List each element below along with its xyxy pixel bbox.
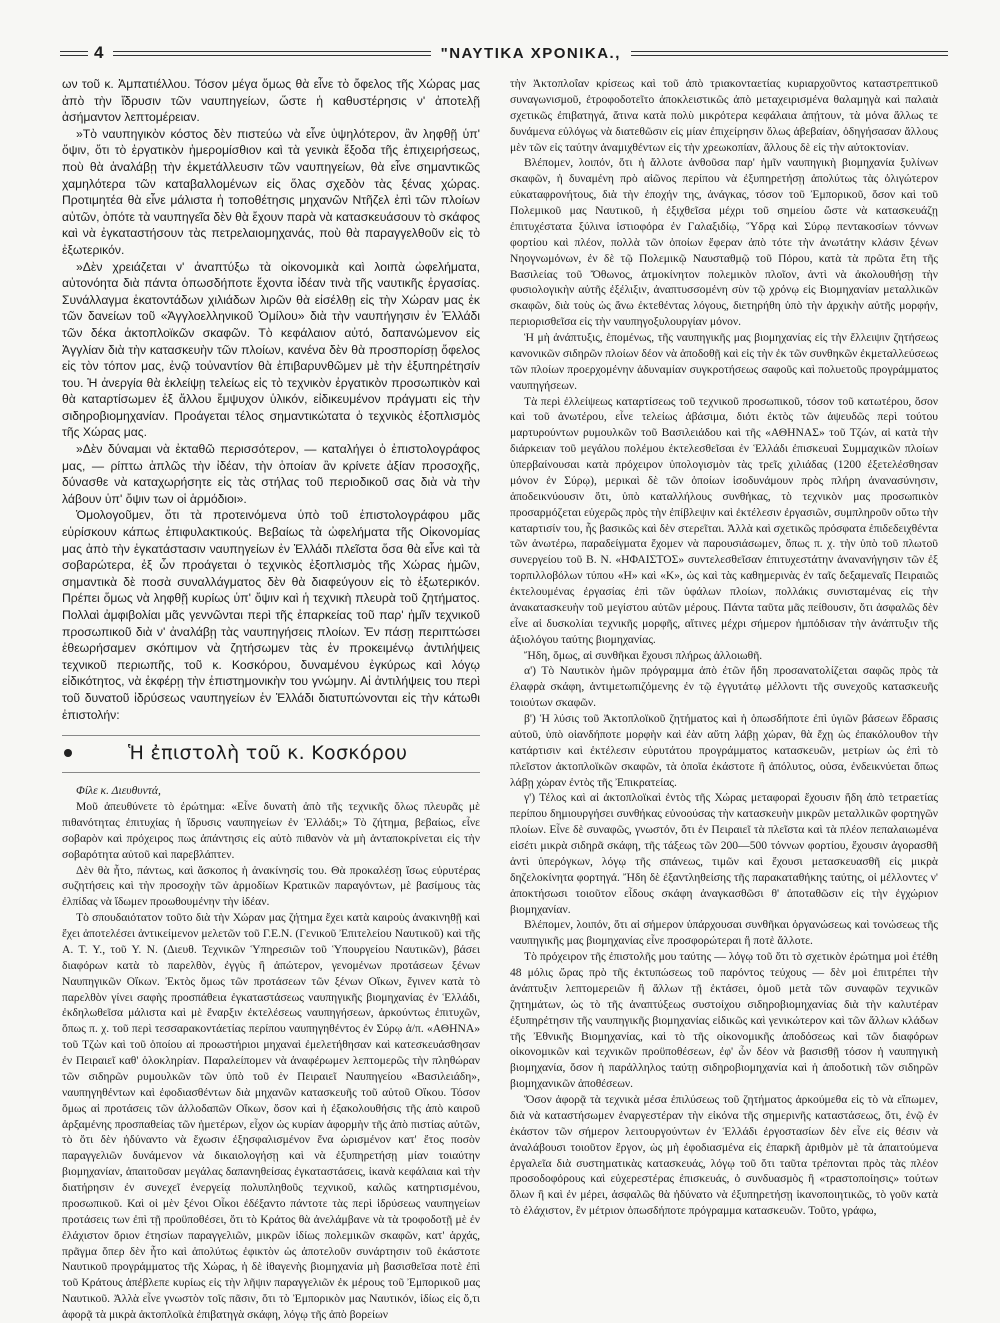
paragraph: Τὰ περὶ ἐλλείψεως καταρτίσεως τοῦ τεχνικοῦ προσωπικοῦ, τόσον τοῦ κατωτέρου, ὅσον καὶ τοῦ ἀνωτέρου, εἶνε τελείως ἀβάσιμα, διότι ἐκτὸς τῶν ἀψευδῶς περὶ τούτου μαρτυρούντων ρυμουλκῶν τοῦ Βασιλειάδου καὶ τῆς «ΑΘΗΝΑΣ» τοῦ Τζών, αἱ κατὰ τὴν διάρκειαν τοῦ μεγάλου πολέμου ἐκτελεσθεῖσαι ἐν Ἑλλάδι ἐπισκευαὶ Συμμαχικῶν πλοίων ὑπερβαίνουσαι κατὰ πρόχειρον ὑπολογισμὸν τὰς τρεῖς χιλιάδας (1200 ἐξετελέσθησαν μόνον ἐν Σύρῳ), μερικαὶ δὲ τῶν ὁποίων ἰσοδυνάμουν πρὸς πλήρη ἀνανασύνησιν, ἀποδεικνύουσιν ὅτι, ὑπὸ καταλλήλους συνθήκας, τὸ τεχνικὸν μας προσωπικὸν προσαρμόζεται εὐχερῶς πρὸς τὴν ἐπίβλεψιν καὶ ἐκτέλεσιν ἐργασιῶν, συμπληροῦν οὕτω τὴν καταρτισίν του, ἧς βασικῶς καὶ δὲν στερεῖται. Ἀλλὰ καὶ σχετικῶς πρόσφατα ἐπιδεδειχθέντα τῶν ἀνωτέρω, παραδείγματα ἔχομεν νὰ παρουσιάσωμεν, ὅπως π. χ. τὴν ὑπὸ τοῦ πλωτοῦ συνεργείου τοῦ Β. Ν. «ΗΦΑΙΣΤΟΣ» συντελεσθεῖσαν ἐπιτυχεστάτην ἀνανανήγησιν τῶν ἐξ τορπιλλοβόλων τύπου «Η» καὶ «Κ», ὡς καὶ τὰς καθημερινὰς ἐν ταῖς δεξαμεναῖς Πειραιῶς ἐκτελουμένας ἐργασίας ἐπὶ τῶν ὑφάλων πλοίων, πολλάκις συνισταμένας εἰς τὴν ἀνακατασκευὴν τοῦ μεγίστου αὐτῶν μέρους. Πάντα ταῦτα μᾶς πείθουσιν, ὅτι ἀσφαλῶς δὲν εἶνε αἱ δυσκολίαι τεχνικῆς μορφῆς, αἵτινες μέχρι σήμερον ἠμπόδισαν τὴν ἀνάπτυξιν τῆς ἀξιολόγου ταύτης βιομηχανίας. xyxy=(510,394,938,646)
right-column xyxy=(510,76,938,1273)
paragraph: »Δὲν χρειάζεται ν' ἀναπτύξω τὰ οἰκονομικὰ καὶ λοιπὰ ὠφελήματα, αὐτονόητα διὰ πάντα ὁπωσδήποτε ἔχοντα ἰδέαν τινὰ τῆς ναυτικῆς ἐργασίας. Συνάλλαγμα ἑκατοντάδων χιλιάδων λιρῶν θὰ εἰσέλθῃ εἰς τὴν Χώραν μας ἐκ τῶν δανείων τοῦ «Ἀγγλοελληνικοῦ Ὁμίλου» διὰ τὴν ναυπήγησιν ἐν Ἑλλάδι τῶν δέκα ἀκτοπλοϊκῶν σκαφῶν. Τὸ κεφάλαιον αὐτό, δαπανώμενον εἰς Ἀγγλίαν διὰ τὴν κατασκευὴν τῶν πλοίων, κανένα δὲν θὰ προσπορίσῃ ὄφελος εἰς τὸν τόπον μας, ἐνῷ τοὐναντίον θὰ ἐπιβαρυνθῶμεν μὲ τὴν ἐξυπηρέτησίν του. Ἡ ἀνεργία θὰ ἐκλείψῃ τελείως εἰς τὸ τεχνικὸν ἐργατικὸν προσωπικὸν καὶ θὰ καταρτίσωμεν ἐξ ἄλλου ἔμψυχον ὑλικόν, εἰδικευμένον πράγματι εἰς τὴν σιδηροβιομηχανίαν. Προάγεται τέλος σημαντικώτατα ὁ τεχνικὸς ἐξοπλισμὸς τῆς Χώρας μας. xyxy=(62,259,480,440)
header-rule-left xyxy=(60,51,88,56)
paragraph: Τὸ πρόχειρον τῆς ἐπιστολῆς μου ταύτης — λόγῳ τοῦ ὅτι τὸ σχετικὸν ἐρώτημα μοὶ ἐτέθη 48 μόλις ὥρας πρὸ τῆς ἐκτυπώσεως τοῦ παρόντος τεύχους — δὲν μοὶ ἐπιτρέπει τὴν ἀνάπτυξιν λεπτομερειῶν ἢ ἄλλων τῇ ἐκτάσει, ὁμοῦ μετὰ τῶν συναφῶν τεχνικῶν ζητημάτων, ὡς τὸ τῆς ἀναπτύξεως συστοίχου σιδηροβιομηχανίας διὰ τὴν καλυτέραν ἐξυπηρέτησιν τῆς ναυπηγικῆς βιομηχανίας εἰδικῶς καὶ γενικώτερον καὶ τῶν ἄλλων κλάδων τῆς Ἐθνικῆς Βιομηχανίας, καὶ τὸ τῆς οἰκονομικῆς ἀποδόσεως καὶ τῶν διαφόρων οἰκονομικῶν καὶ τεχνικῶν προϋποθέσεων, ἐφ' ὧν δέον νὰ βασισθῇ τόσον ἡ ναυπηγικὴ βιομηχανία, ὅσον ἡ παράλληλος ταύτῃ σιδηροβιομηχανία καὶ ἡ ἀποδοτικὴ τῶν σιδηρῶν βιομηχανικῶν ἀποθέσεων. xyxy=(510,950,938,1091)
letter-heading: Ἡ ἐπιστολὴ τοῦ κ. Κοσκόρου xyxy=(128,742,408,765)
left-column xyxy=(62,76,480,1322)
paragraph: Βλέπομεν, λοιπόν, ὅτι αἱ σήμερον ὑπάρχουσαι συνθῆκαι ὀργανώσεως καὶ τονώσεως τῆς ναυπηγικῆς μας βιομηχανίας εἶνε προσφορώτεραι ἢ ποτὲ ἄλλοτε. xyxy=(510,918,938,948)
letter-heading-box xyxy=(62,735,480,773)
paragraph: »Τὸ ναυπηγικὸν κόστος δὲν πιστεύω νὰ εἶνε ὑψηλότερον, ἂν ληφθῇ ὑπ' ὄψιν, ὅτι τὸ ἐργατικὸν ἡμερομίσθιον καὶ τὰ γενικὰ ἔξοδα τῆς ἐπιχειρήσεως, ποὺ θὰ ἀναλάβῃ τὴν ἐκμετάλλευσιν τῶν ναυπηγείων, θὰ εἶνε σημαντικῶς χαμηλότερα τῶν καταβαλλομένων εἰς ὅλας σχεδὸν τὰς ξένας χώρας. Προτιμητέα θὰ εἶνε μάλιστα ἡ τοποθέτησις μηχανῶν Ντῆζελ ἐπὶ τῶν πλοίων αὐτῶν, ὁπότε τὰ ναυπηγεῖα δὲν θὰ ἔχουν παρὰ νὰ κατασκευάσουν τὸ σκάφος καὶ νὰ ἐγκαταστήσουν τὰς πετρελαιομηχανάς, ποὺ θὰ παραγγελθοῦν εἰς τὸ ἐξωτερικόν. xyxy=(62,126,480,257)
paragraph: Ἤδη, ὅμως, αἱ συνθῆκαι ἔχουσι πλήρως ἀλλοιωθῆ. xyxy=(524,648,763,662)
paragraph: Μοῦ ἀπευθύνετε τὸ ἐρώτημα: «Εἶνε δυνατὴ ἀπὸ τῆς τεχνικῆς ὅλως πλευρᾶς μὲ πιθανότητας ἐπιτυχίας ἡ ἵδρυσις ναυπηγείων ἐν Ἑλλάδι;» Τὸ ζήτημα, βεβαίως, εἶνε σοβαρὸν καὶ πρόχειρος πως ἀπάντησις εἰς αὐτὸ πιθανὸν νὰ μὴ ἀνταποκρίνεται εἰς τὴν σοβαρότητα αὐτοῦ καὶ παρεβλάπτεν. xyxy=(62,800,480,861)
paragraph: Ὅσον ἀφορᾷ τὰ τεχνικὰ μέσα ἐπιλύσεως τοῦ ζητήματος ἀρκούμεθα εἰς τὸ νὰ εἴπωμεν, διὰ νὰ καταστήσωμεν ἐναργεστέραν τὴν εἰκόνα τῆς σημερινῆς καταστάσεως, ὅτι, ἐνῷ ἐν ἑκάστον τῶν σήμερον λειτουργούντων ἐν Ἑλλάδι ἐργοστασίων δὲν εἶνε εἰς θέσιν νὰ ἀναλάβουσι τοιοῦτον ἔργον, ὡς μὴ ἐφοδιασμένα εἰς ἐπαρκῆ ἀριθμὸν μὲ τὰ ἀπαιτούμενα ἐργαλεῖα διὰ συστηματικὰς κατασκευάς, λόγῳ τοῦ ὅτι ταῦτα τρέπονται πρὸς τὰς πλέον προσοδοφόρους καὶ εὐχερεστέρας ἐπισκευάς, ὁ συνδυασμὸς ἢ «τραστοποίησις» τούτων ὅλων ἢ καὶ ἐν μέρει, ἀσφαλῶς θὰ ἠδύνατο νὰ ἐξυπηρετήσῃ ἱκανοποιητικῶς, τὸ γοῦν κατὰ τὸ ἐλάχιστον, ἓν μέτριον ὁπωσδήποτε πρόγραμμα κατασκευῶν. Τοῦτο, γράφω, xyxy=(510,1093,938,1218)
paragraph: ων τοῦ κ. Ἀμπατιέλλου. Τόσον μέγα ὅμως θὰ εἶνε τὸ ὄφελος τῆς Χώρας μας ἀπὸ τὴν ἵδρυσιν τῶν ναυπηγείων, ὥστε ἡ καθυστέρησις ν' ἀποτελῇ ἀσήμαντον λεπτομέρειαν. xyxy=(62,77,480,125)
journal-title: "ΝΑΥΤΙΚΑ ΧΡΟΝΙΚΑ., xyxy=(440,44,621,62)
paragraph: Ἡ μὴ ἀνάπτυξις, ἑπομένως, τῆς ναυπηγικῆς μας βιομηχανίας εἰς τὴν ἔλλειψιν ζητήσεως κανονικῶν σιδηρῶν πλοίων δέον νὰ ἀποδοθῇ καὶ εἰς τὴν ἐκ τῶν συνθηκῶν ἐκμεταλλεύσεως τῶν πλοίων προερχομένην ἀδυναμίαν συγκροτήσεως σαφοῦς καὶ πολυετοῦς προγράμματος ναυπηγήσεων. xyxy=(510,331,938,392)
header-rule-middle xyxy=(113,51,430,56)
paragraph: β') Ἡ λύσις τοῦ Ἀκτοπλοϊκοῦ ζητήματος καὶ ἡ ὁπωσδήποτε ἐπὶ ὑγιῶν βάσεων ἕδρασις αὐτοῦ, ὑπὸ οἱανδήποτε μορφὴν καὶ ἐὰν αὕτη λάβῃ χώραν, θὰ ἔχῃ ὡς ἐπακόλουθον τὴν κατάρτισιν καὶ ἐκτέλεσιν εὐρυτάτου προγράμματος κατασκευῶν, μετρίων ὡς ἐπὶ τὸ πλεῖστον ἀκτοπλοϊκῶν σκαφῶν, τὰ ὁποῖα ἐκάστοτε ἢ ἀπόλυτος, οὐσα, ἐνδεικνύεται ὅπως λάβῃ χώραν ἐντὸς τῆς Ἐπικρατείας. xyxy=(510,712,938,789)
header-rule-right xyxy=(631,51,948,56)
page-header xyxy=(60,40,948,66)
paragraph: »Δὲν δύναμαι νὰ ἐκταθῶ περισσότερον, — καταλήγει ὁ ἐπιστολογράφος μας, — ρίπτω ἁπλῶς τὴν ἰδέαν, τὴν ὁποίαν ἂν κρίνετε ἀξίαν προσοχῆς, δύνασθε νὰ καταχωρήσητε εἰς τὰς στήλας τοῦ περιοδικοῦ σας διὰ νὰ τὴν λάβουν ὑπ' ὄψιν των οἱ ἁρμόδιοι». xyxy=(62,442,480,506)
letter-text xyxy=(62,783,480,1323)
paragraph: Δὲν θὰ ἦτο, πάντως, καὶ ἄσκοπος ἡ ἀνακίνησίς του. Θὰ προκαλέσῃ ἴσως εὐρυτέρας συζητήσεις καὶ τὴν προσοχὴν τῶν ἁρμοδίων Κρατικῶν παραγόντων, μὲ βασίμους τὰς ἐλπίδας νὰ ἴδωμεν προωθουμένην τὴν ἰδέαν. xyxy=(62,863,480,909)
editorial-text xyxy=(62,76,480,723)
paragraph: γ') Τέλος καὶ αἱ ἀκτοπλοϊκαὶ ἐντὸς τῆς Χώρας μεταφοραὶ ἔχουσιν ἤδη ἀπὸ τετραετίας περίπου δημιουργήσει συνθήκας εὐνοούσας τὴν κατασκευὴν μικρῶν μεταλλικῶν φορτηγῶν πλοίων. Εἶνε δὲ συναφῶς, γνωστόν, ὅτι ἐν Πειραιεῖ τὰ πλεῖστα καὶ τὰ πλέον πεπαλαιωμένα εἰσέτι μικρὰ σιδηρᾶ σκάφη, τῆς τάξεως τῶν 200—500 τόννων φορτίου, ἔχουσιν ἀγορασθῆ ἀντὶ ὑπερόγκων, λόγῳ τῆς σπάνεως, τιμῶν καὶ ἔχουσι μετασκευασθῆ εἰς μικρὰ δηζελοκίνητα φορτηγά. Ἤδη δὲ ἐξαντληθείσης τῆς παρακαταθήκης ταύτης, οἱ μέλλοντες ν' ἀποκτήσωσι τοιοῦτον εἶδους σκάφη ἀναγκασθῶσι θ' ἀποταθῶσιν εἰς τὴν ἐγχώριον βιομηχανίαν. xyxy=(510,791,938,916)
letter-salutation: Φίλε κ. Διευθυντά, xyxy=(76,784,161,798)
paragraph: α') Τὸ Ναυτικὸν ἡμῶν πρόγραμμα ἀπὸ ἐτῶν ἤδη προσανατολίζεται σαφῶς πρὸς τὰ ἐλαφρὰ σκάφη, ἀντιμετωπιζόμενης ἐν τῷ ἐγγυτάτῳ μέλλοντι τῆς συνεχοῦς κατασκευῆς τοιούτων σκαφῶν. xyxy=(510,664,938,710)
page-number: 4 xyxy=(94,43,104,62)
paragraph: Τὸ σπουδαιότατον τοῦτο διὰ τὴν Χώραν μας ζήτημα ἔχει κατὰ καιροὺς ἀνακινηθῇ καὶ ἔχει ἀποτελέσει ἀντικείμενον μελετῶν τοῦ Γ.Ε.Ν. (Γενικοῦ Ἐπιτελείου Ναυτικοῦ) καὶ τῆς Α. Τ. Υ., τοῦ Υ. Ν. (Διευθ. Τεχνικῶν Ὑπηρεσιῶν τοῦ Ὑπουργείου Ναυτικῶν), βάσει διαφόρων κατὰ τὸ παρελθὸν, ἐγγὺς ἢ ἀπώτερον, γενομένων προτάσεων ξένων Ναυπηγικῶν Οἴκων. Ἐκτὸς ὅμως τῶν προτάσεων τῶν ξένων Οἴκων, ἔγινεν κατὰ τὸ παρελθὸν γίνει σαφὴς προσπάθεια ἐγκαταστάσεως ναυπηγικῆς βιομηχανίας ἐν Ἑλλάδι, ἐκδηλωθεῖσα μάλιστα καὶ μὲ ἔναρξιν ἐκτελέσεως ναυπηγήσεων, ἀρκούντως ἐπιτυχῶν, ὅπως π. χ. τοῦ περὶ τεσσαρακοντάετίας περίπου ναυπηγηθέντος ἐν Σύρῳ ἀ/π. «ΑΘΗΝΑ» τοῦ Τζὼν καὶ τοῦ ὁποίου αἱ προωστήριοι μηχαναὶ ἐμελετήθησαν καὶ κατεσκευάσθησαν ἐν Πειραιεῖ καθ' ὁλοκληρίαν. Παραλείπομεν νὰ ἀναφέρωμεν λεπτομερῶς τὴν πληθώραν τῶν σιδηρῶν ρυμουλκῶν τῶν ὑπὸ τοῦ ἐν Πειραιεῖ Ναυπηγείου «Βασιλειάδη», ναυπηγηθέντων καὶ ἐφοδιασθέντων διὰ μηχανῶν κατασκευῆς τοῦ αὐτοῦ Οἴκου. Τόσον ὅμως αἱ προτάσεις τῶν ἀλλοδαπῶν Οἴκων, ὅσον καὶ ἡ ἐξακολουθήσις τῆς ἀπὸ καιροῦ ἀρξαμένης προσπαθείας τῶν ἡμετέρων, εἶχον ὡς κυρίαν ἀφορμὴν τῆς ἀπὸ πιστίας αὐτῶν, τὸ ὅτι δὲν ἠδύναντο νὰ ἔχωσιν ἐξησφαλισμένον ἕνα ὡρισμένον κατ' ἔτος ποσὸν παραγγελιῶν δυνάμενον νὰ δικαιολογήσῃ καὶ νὰ ἐξυπηρετήσῃ μίαν τοιαύτην βιομηχανίαν, ἀπαιτοῦσαν μεγάλας δαπανηθείσας ἐγκαταστάσεις, ἱκανὰ κεφάλαια καὶ τὴν διατήρησιν ἐν συνεχεῖ ἐνεργείᾳ πολυπληθοῦς τεχνικοῦ, καλῶς κατηρτισμένου, προσωπικοῦ. Καὶ οἱ μὲν ξένοι Οἶκοι ἐδέξαντο πάντοτε τὰς περὶ ἱδρύσεως ναυπηγείων προτάσεις των ἐπὶ τῇ προϋποθέσει, ὅτι τὸ Κράτος θὰ ἀνελάμβανε νὰ τὰ τροφοδοτῇ μὲ ἐν ἐλάχιστον ὅριον ἐτησίων παραγγελιῶν, μικρῶν ἰδίως πολεμικῶν σκαφῶν, κατ' ἀρχάς, πρᾶγμα ὅπερ δὲν ἦτο καὶ ἀπολύτως ἐφικτὸν ὡς ἀποτελοῦν συνάρτησιν τοῦ ἐκάστοτε Ναυτικοῦ προγράμματος τῆς Χώρας, ἡ δὲ ἰθαγενὴς βιομηχανία μὴ βασισθεῖσα ποτὲ ἐπὶ τοῦ Κράτους ἀπέβλεπε κυρίως εἰς τὴν λῆψιν παραγγελιῶν ἐκ μέρους τοῦ Ἐμπορικοῦ μας Ναυτικοῦ. Ἀλλὰ εἶνε γνωστὸν τοῖς πᾶσιν, ὅτι τὸ Ἐμπορικὸν μας Ναυτικόν, ἰδίως εἰς ὅ,τι ἀφορᾷ τὰ μικρὰ ἀκτοπλοϊκὰ ἐπιβατηγὰ σκάφη, λόγῳ τῆς ἀπὸ βορείων xyxy=(62,911,480,1322)
bullet-dot-icon xyxy=(64,749,72,757)
paragraph: Βλέπομεν, λοιπόν, ὅτι ἡ ἄλλοτε ἀνθοῦσα παρ' ἡμῖν ναυπηγικὴ βιομηχανία ξυλίνων σκαφῶν, ἡ δυναμένη πρὸ αἰῶνος περίπου νὰ ἐξυπηρετήσῃ ἀπολύτως τὰς ὀλιγώτερον εὐκαταφρονήτους, διὰ τὴν ἐποχήν της, ἀνάγκας, τόσον τοῦ Ἐμπορικοῦ, ὅσον καὶ τοῦ Πολεμικοῦ μας Ναυτικοῦ, ἡ ἐξιχθεῖσα μέχρι τοῦ σημείου ὥστε νὰ κατασκευάζῃ ἐπιτυχέστατα ξύλινα ἱστιοφόρα ἐν Γαλαξιδίῳ, Ὕδρᾳ καὶ Σύρῳ πεντακοσίων τόννων φορτίου καὶ πλέον, πολλὰ τῶν ὁποίων ἔφεραν ἀπὸ τότε τὴν ἀνωτάτην κλάσιν ξένων Νηογνωμόνων, ἐν δὲ τῷ Πολεμικῷ Ναυσταθμῷ τοῦ Πόρου, κατὰ τὰ πρῶτα ἔτη τῆς Βασιλείας τοῦ Ὄθωνος, ἀτμοκίνητον πολεμικὸν πλοῖον, ἀντὶ νὰ ἀκολουθήσῃ τὴν φυσιολογικὴν αὐτῆς ἐξέλιξιν, ἀναπτυσσομένη σὺν τῷ χρόνῳ εἰς Βιομηχανίαν μεταλλικῶν σκαφῶν, διὰ τοὺς ὡς ἄνω ἐκτεθέντας λόγους, διετηρήθη ὑπὸ τὴν ἀρχικὴν αὐτῆς μορφήν, περιορισθεῖσα εἰς τὴν ναυπηγοξυλουργίαν μόνον. xyxy=(510,156,938,329)
paragraph: τὴν Ἀκτοπλοΐαν κρίσεως καὶ τοῦ ἀπὸ τριακονταετίας κυριαρχοῦντος καταστρεπτικοῦ συναγωνισμοῦ, ἐτροφοδοτεῖτο ἀποκλειστικῶς ἀπὸ μεταχειρισμένα θαλαμηγὰ καὶ παλαιὰ σχετικῶς ἐπιβατηγά, ἅτινα κατὰ πολὺ μικρότερα κεφάλαια ἀπῄτουν, τὰ μόνα ἄλλως τε δυνάμενα εὐλόγως νὰ διατεθῶσιν εἰς μίαν ἐπιχείρησιν ὅλως ἀβεβαίαν, ὁδηγήσασαν ἄλλους μὲν τῶν εἰς ταύτην ἀναμιχθέντων εἰς τὴν χρεωκοπίαν, ἄλλους δὲ εἰς τὴν αὐτοκτονίαν. xyxy=(510,77,938,154)
paragraph: Ὁμολογοῦμεν, ὅτι τὰ προτεινόμενα ὑπὸ τοῦ ἐπιστολογράφου μᾶς εὑρίσκουν κάπως ἐπιφυλακτικούς. Βεβαίως τὰ ὠφελήματα τῆς Οἰκονομίας μας ἀπὸ τὴν ἐγκατάστασιν ναυπηγείων ἐν Ἑλλάδι πλεῖστα ὅσα θὰ εἶνε καὶ τὰ σοβαρώτερα, ἐξ ὧν προάγεται ὁ τεχνικὸς ἐξοπλισμὸς τῆς Χώρας ἡμῶν, σημαντικὰ δὲ ποσὰ συναλλάγματος δὲν θὰ διαφεύγουν εἰς τὸ ἐξωτερικόν. Πρέπει ὅμως νὰ ληφθῇ κυρίως ὑπ' ὄψιν καὶ ἡ τεχνικὴ πλευρὰ τοῦ ζητήματος. Πολλαὶ ἀμφιβολίαι μᾶς γεννῶνται περὶ τῆς ἐπαρκείας τοῦ παρ' ἡμῖν τεχνικοῦ προσωπικοῦ διὰ ν' ἀναλάβῃ τὰς ναυπηγήσεις πλοίων. Ἐν πάσῃ περιπτώσει ἐθεωρήσαμεν σκόπιμον νὰ ζητήσωμεν τὰς ἐν προκειμένῳ ἀντιλήψεις τεχνικοῦ περιωπῆς, τοῦ κ. Κοσκόρου, δυναμένου ἐγκύρως καὶ λόγῳ εἰδικότητος, νὰ ἐκφέρῃ τὴν ἐπιστημονικὴν του γνώμην. Αἱ ἀντιλήψεις του περὶ τοῦ δυνατοῦ ἱδρύσεως ναυπηγείων ἐν Ἑλλάδι διατυπώνονται εἰς τὴν κάτωθι ἐπιστολήν: xyxy=(62,508,480,722)
